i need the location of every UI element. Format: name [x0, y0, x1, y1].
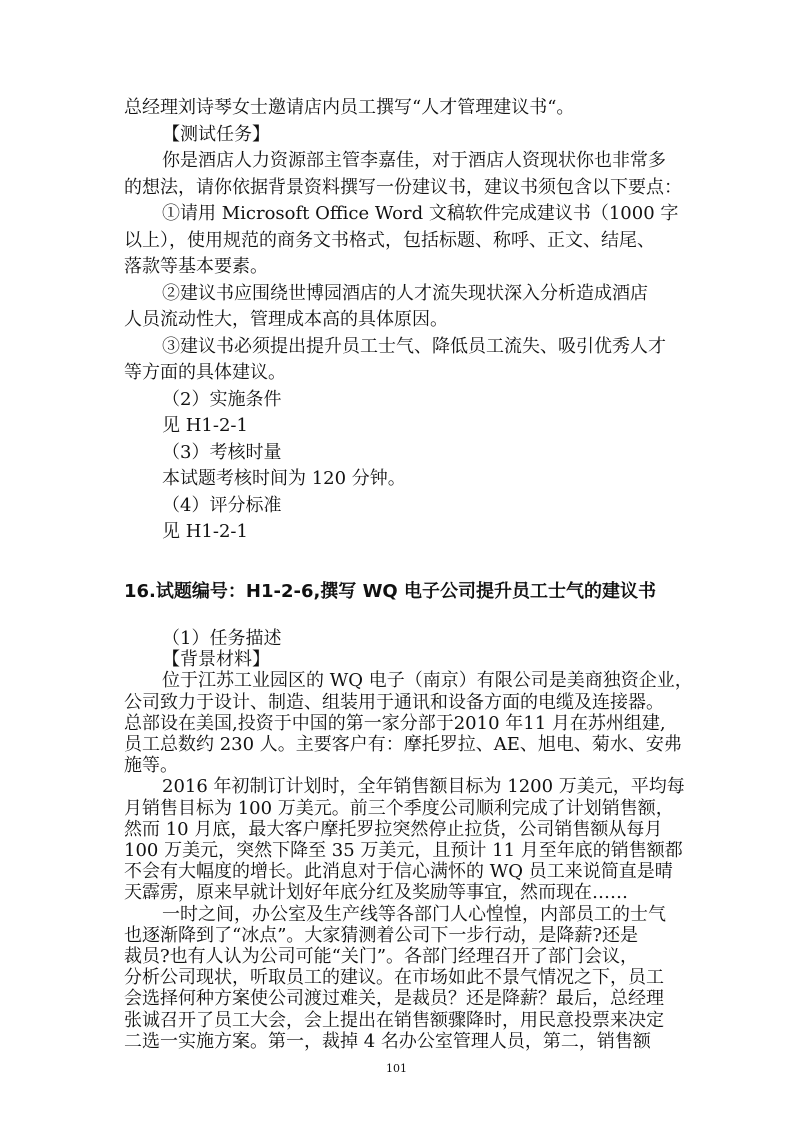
text-line: ③建议书必须提出提升员工士气、降低员工流失、吸引优秀人才 — [162, 336, 666, 357]
text-line: 位于江苏工业园区的 WQ 电子（南京）有限公司是美商独资企业， — [162, 670, 693, 691]
text-line: 你是酒店人力资源部主管李嘉佳，对于酒店人资现状你也非常多 — [162, 150, 666, 171]
text-line: 月销售目标为 100 万美元。前三个季度公司顺利完成了计划销售额， — [124, 798, 674, 819]
text-line: 100 万美元，突然下降至 35 万美元，且预计 11 月至年底的销售额都 — [124, 840, 683, 861]
page-number: 101 — [386, 1062, 407, 1075]
text-line: 2016 年初制订计划时，全年销售额目标为 1200 万美元，平均每 — [162, 776, 685, 797]
section-label: 【背景材料】 — [162, 649, 270, 670]
text-line: 见 H1-2-1 — [162, 521, 248, 542]
text-line: 公司致力于设计、制造、组装用于通讯和设备方面的电缆及连接器。 — [124, 692, 664, 713]
text-line: 天霹雳，原来早就计划好年底分红及奖励等事宜，然而现在…… — [124, 882, 628, 903]
text-line: 然而 10 月底，最大客户摩托罗拉突然停止拉货，公司销售额从每月 — [124, 819, 663, 840]
text-line: 员工总数约 230 人。主要客户有：摩托罗拉、AE、旭电、菊水、安弗 — [124, 734, 682, 755]
section-label: （1）任务描述 — [162, 628, 282, 649]
text-line: 会选择何种方案使公司渡过难关，是裁员？还是降薪？最后，总经理 — [124, 988, 664, 1009]
text-line: 也逐渐降到了“冰点”。大家猜测着公司下一步行动，是降薪?还是 — [124, 925, 639, 946]
text-line: 见 H1-2-1 — [162, 415, 248, 436]
text-line: 等方面的具体建议。 — [124, 362, 286, 383]
text-line: 裁员?也有人认为公司可能“关门”。各部门经理召开了部门会议， — [124, 946, 639, 967]
subsection-label: （3）考核时量 — [162, 442, 282, 463]
subsection-label: （4）评分标准 — [162, 495, 282, 516]
text-line: ②建议书应围绕世博园酒店的人才流失现状深入分析造成酒店 — [162, 283, 648, 304]
text-line: 的想法，请你依据背景资料撰写一份建议书，建议书须包含以下要点： — [124, 177, 682, 198]
text-line: 分析公司现状，听取员工的建议。在市场如此不景气情况之下，员工 — [124, 967, 664, 988]
text-line: 人员流动性大，管理成本高的具体原因。 — [124, 309, 448, 330]
text-line: 本试题考核时间为 120 分钟。 — [162, 468, 406, 489]
text-line: 施等。 — [124, 755, 178, 776]
text-line: 总部设在美国,投资于中国的第一家分部于2010 年11 月在苏州组建, — [124, 713, 666, 734]
text-line: 以上），使用规范的商务文书格式，包括标题、称呼、正文、结尾、 — [124, 230, 655, 251]
text-line: 落款等基本要素。 — [124, 256, 268, 277]
text-line: ①请用 Microsoft Office Word 文稿软件完成建议书（1000 字 — [162, 203, 679, 224]
text-line: 张诚召开了员工大会，会上提出在销售额骤降时，用民意投票来决定 — [124, 1010, 664, 1031]
section-label: 【测试任务】 — [162, 124, 270, 145]
subsection-label: （2）实施条件 — [162, 389, 282, 410]
text-line: 总经理刘诗琴女士邀请店内员工撰写“人才管理建议书“。 — [124, 97, 575, 118]
text-line: 不会有大幅度的增长。此消息对于信心满怀的 WQ 员工来说简直是晴 — [124, 861, 673, 882]
section-heading: 16.试题编号：H1-2-6,撰写 WQ 电子公司提升员工士气的建议书 — [124, 581, 656, 602]
text-line: 一时之间，办公室及生产线等各部门人心惶惶，内部员工的士气 — [162, 904, 666, 925]
text-line: 二选一实施方案。第一，裁掉 4 名办公室管理人员，第二，销售额 — [124, 1031, 651, 1052]
